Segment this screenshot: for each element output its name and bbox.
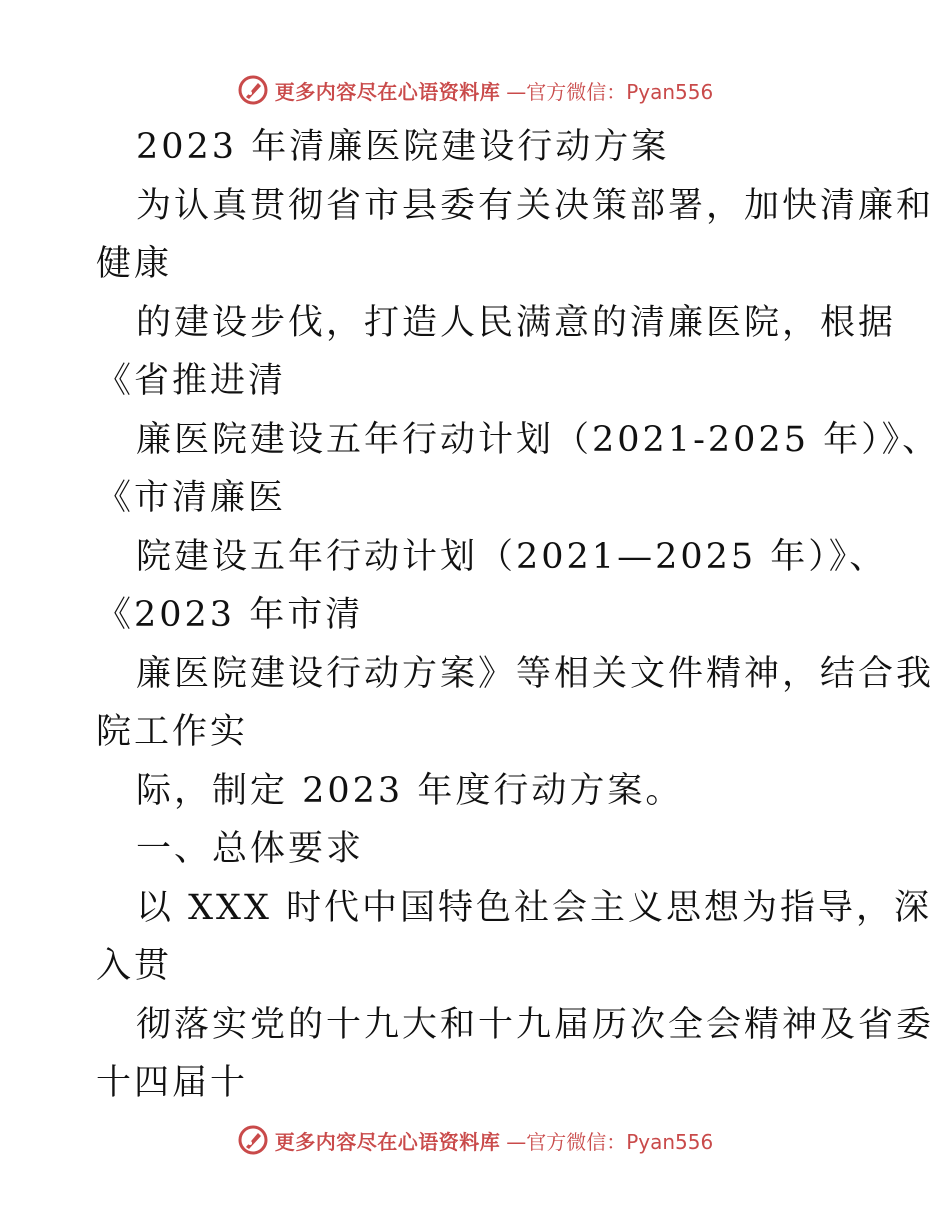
text-line: 院工作实: [96, 712, 249, 752]
watermark-banner-bottom: [0, 1120, 950, 1160]
watermark-sub-text: —官方微信：Pyan556: [506, 79, 714, 104]
text-line: 院建设五年行动计划（2021—2025 年）》、: [136, 536, 888, 577]
text-line: 廉医院建设五年行动计划（2021-2025 年）》、: [136, 419, 941, 460]
text-line: 廉医院建设行动方案》等相关文件精神，结合我: [136, 653, 935, 694]
text-line: 健康: [96, 244, 173, 284]
text-line: 十四届十: [96, 1063, 249, 1103]
document-body: [96, 118, 941, 1113]
watermark-main-text: 更多内容尽在心语资料库: [274, 1129, 501, 1154]
watermark-main-text: 更多内容尽在心语资料库: [274, 79, 501, 104]
text-line: 彻落实党的十九大和十九届历次全会精神及省委: [136, 1004, 935, 1045]
text-line: 《市清廉医: [96, 478, 287, 518]
text-line: 《2023 年市清: [96, 595, 364, 635]
text-line: 入贯: [96, 946, 173, 986]
section-heading: 一、总体要求: [136, 829, 365, 869]
watermark-banner-top: [0, 70, 950, 110]
text-line: 的建设步伐，打造人民满意的清廉医院，根据: [136, 302, 897, 343]
pen-logo-icon: [237, 1124, 269, 1156]
watermark-sub-text: —官方微信：Pyan556: [506, 1129, 714, 1154]
pen-logo-icon: [237, 74, 269, 106]
text-line: 以 XXX 时代中国特色社会主义思想为指导，深: [136, 887, 933, 928]
text-line: 际，制定 2023 年度行动方案。: [136, 770, 684, 811]
document-title: 2023 年清廉医院建设行动方案: [136, 127, 670, 167]
text-line: 为认真贯彻省市县委有关决策部署，加快清廉和: [136, 185, 935, 226]
text-line: 《省推进清: [96, 361, 287, 401]
